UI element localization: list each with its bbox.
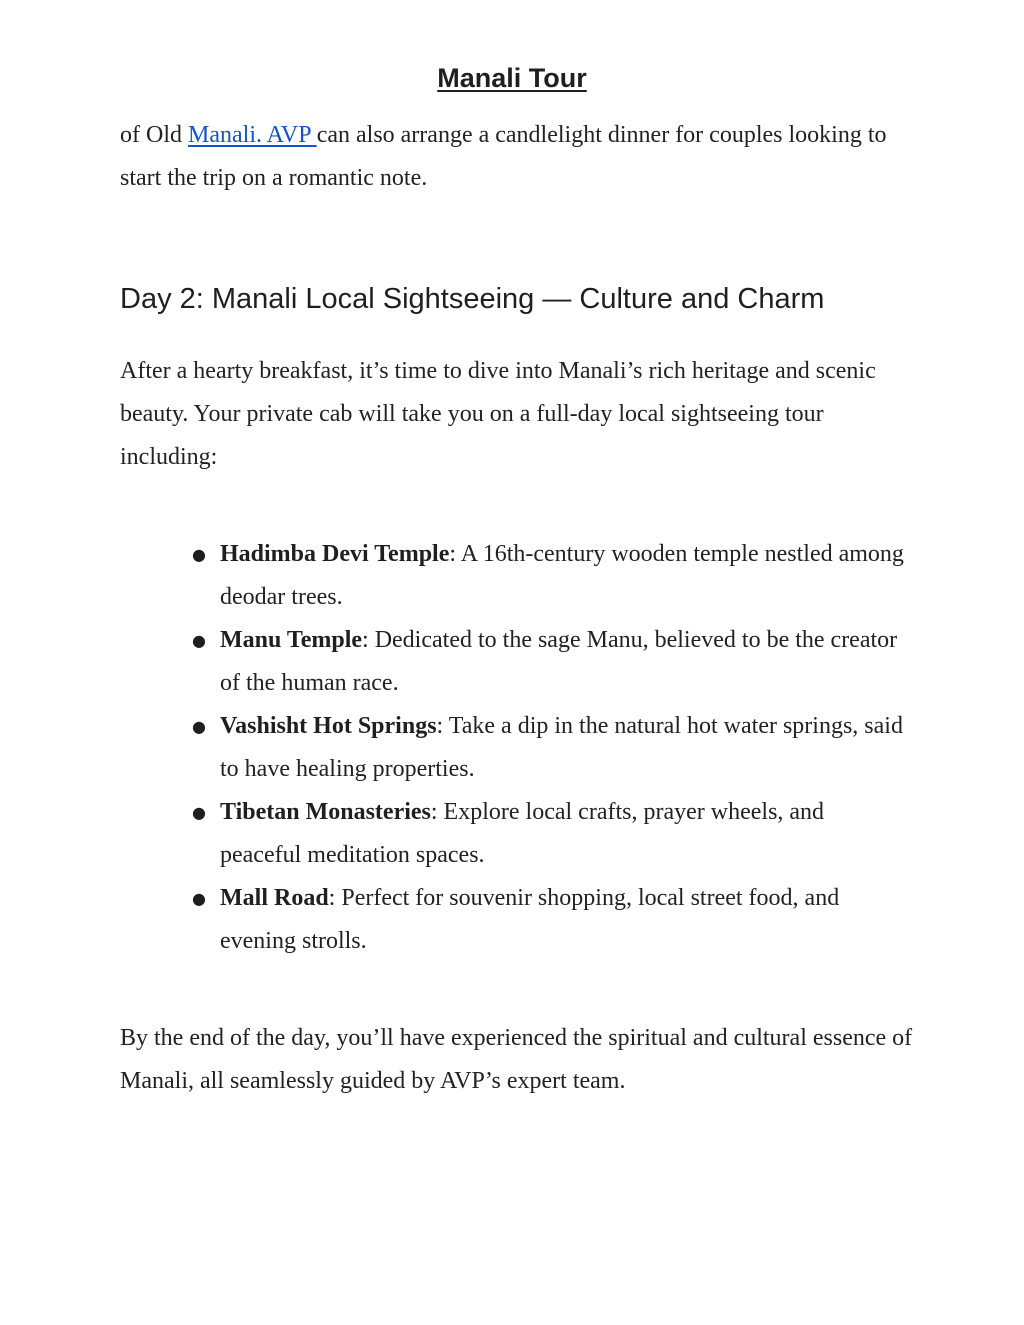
intro-suffix: can also arrange a candlelight dinner for couples looking to start the trip on a romantic note.	[120, 122, 887, 191]
bullet-icon: ●	[192, 631, 206, 650]
bullet-icon: ●	[192, 889, 206, 908]
list-item-term: Vashisht Hot Springs	[220, 713, 437, 739]
list-item	[190, 705, 910, 791]
bullet-icon: ●	[192, 545, 206, 564]
section-body-paragraph: After a hearty breakfast, it’s time to dive into Manali’s rich heritage and scenic beauty. Your private cab will take you on a full-day local sightseeing tour including:	[120, 358, 876, 470]
list-item-term: Manu Temple	[220, 627, 363, 653]
list-item-term: Hadimba Devi Temple	[220, 541, 450, 567]
list-item	[190, 877, 910, 963]
list-item	[190, 791, 910, 877]
page-title	[0, 62, 1024, 94]
section-heading: Day 2: Manali Local Sightseeing — Culture and Charm	[120, 283, 825, 315]
list-item-term: Tibetan Monasteries	[220, 799, 431, 825]
list-item-description: : Take a dip in the natural hot water springs, said to have healing properties.	[220, 713, 903, 782]
list-item	[190, 619, 910, 705]
list-item-term: Mall Road	[220, 885, 329, 911]
intro-paragraph	[120, 114, 920, 200]
bullet-icon: ●	[192, 803, 206, 822]
closing-paragraph: By the end of the day, you’ll have experienced the spiritual and cultural essence of Manali, all seamlessly guided by AVP’s expert team.	[120, 1025, 913, 1094]
list-item	[190, 533, 910, 619]
list-item-description: : Dedicated to the sage Manu, believed to be the creator of the human race.	[220, 627, 898, 696]
page-title-text: Manali Tour	[437, 63, 587, 93]
list-item-description: : Explore local crafts, prayer wheels, and peaceful meditation spaces.	[220, 799, 825, 868]
list-item-description: : Perfect for souvenir shopping, local street food, and evening strolls.	[220, 885, 840, 954]
list-item-description: : A 16th-century wooden temple nestled among deodar trees.	[220, 541, 904, 610]
sightseeing-list	[190, 533, 910, 963]
bullet-icon: ●	[192, 717, 206, 736]
intro-prefix: of Old	[120, 122, 188, 148]
manali-avp-link[interactable]: Manali. AVP	[188, 122, 317, 148]
